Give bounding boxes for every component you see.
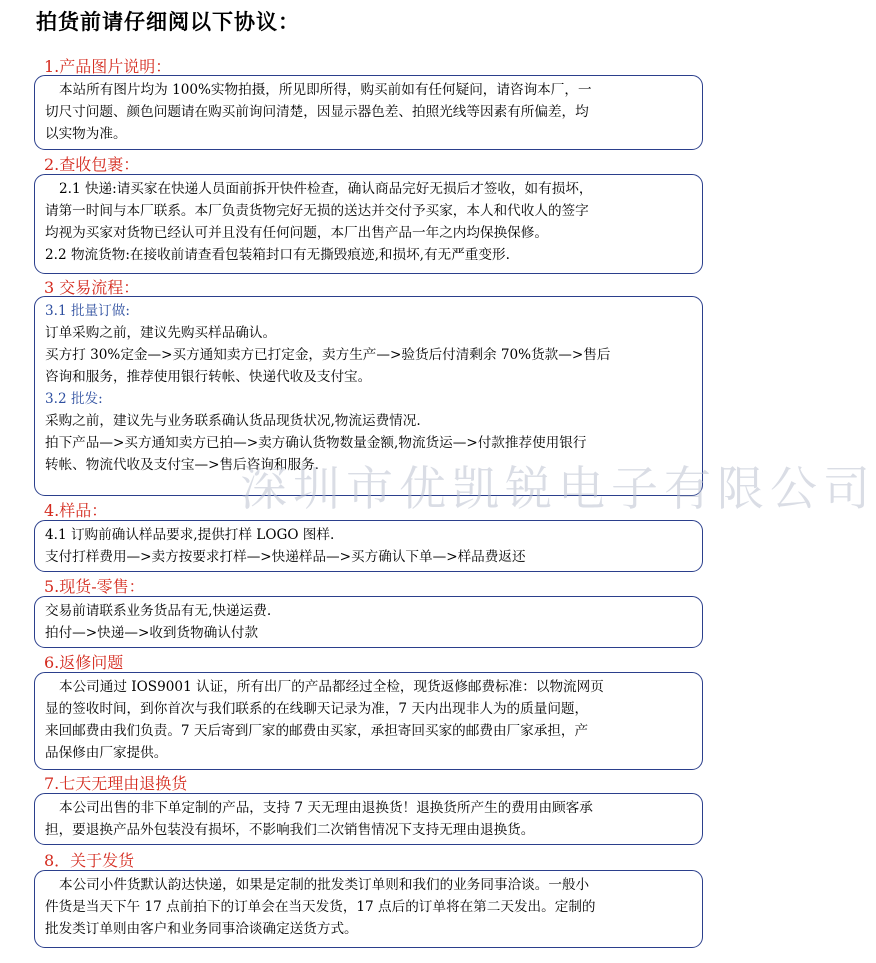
text-line: 请第一时间与本厂联系。本厂负责货物完好无损的送达并交付予买家，本人和代收人的签字 — [45, 203, 589, 219]
text-line: 支付打样费用—>卖方按要求打样—>快递样品—>买方确认下单—>样品费返还 — [45, 549, 526, 565]
section-heading-5: 5.现货-零售： — [44, 577, 145, 596]
text-line: 本站所有图片均为 100%实物拍摄，所见即所得，购买前如有任何疑问，请咨询本厂，一 — [59, 82, 592, 98]
text-line: 转帐、物流代收及支付宝—>售后咨询和服务. — [45, 457, 319, 473]
text-line: 本公司小件货默认韵达快递，如果是定制的批发类订单则和我们的业务同事洽谈。一般小 — [59, 877, 590, 893]
section-heading-3: 3 交易流程： — [44, 278, 140, 297]
section-heading-6: 6.返修问题 — [44, 653, 124, 672]
text-line: 批发类订单则由客户和业务同事洽谈确定送货方式。 — [45, 921, 358, 937]
section-box-4 — [34, 520, 703, 572]
text-line: 担，要退换产品外包装没有损坏，不影响我们二次销售情况下支持无理由退换货。 — [45, 822, 535, 838]
text-line: 2.2 物流货物:在接收前请查看包装箱封口有无撕毁痕迹,和损坏,有无严重变形. — [45, 247, 510, 263]
section-box-7 — [34, 793, 703, 845]
section-heading-2: 2.查收包裹： — [44, 155, 140, 174]
section-box-6 — [34, 672, 703, 770]
section-heading-1: 1.产品图片说明： — [44, 57, 172, 76]
section-heading-8: 8．关于发货 — [44, 851, 135, 870]
text-line: 交易前请联系业务货品有无,快递运费. — [45, 603, 272, 619]
company-watermark: 深圳市优凯锐电子有限公司 — [240, 462, 876, 517]
section-heading-7: 7.七天无理由退换货 — [44, 774, 188, 793]
page-title: 拍货前请仔细阅以下协议： — [36, 10, 300, 34]
subheading-bulk-order: 3.1 批量订做: — [45, 303, 130, 319]
text-line: 拍付—>快递—>收到货物确认付款 — [45, 625, 259, 641]
text-line: 件货是当天下午 17 点前拍下的订单会在当天发货，17 点后的订单将在第二天发出。定制的 — [45, 899, 596, 915]
text-line: 咨询和服务，推荐使用银行转帐、快递代收及支付宝。 — [45, 369, 372, 385]
section-box-8 — [34, 870, 703, 948]
text-line: 以实物为准。 — [45, 126, 127, 142]
text-line: 本公司出售的非下单定制的产品，支持 7 天无理由退换货！退换货所产生的费用由顾客承 — [59, 800, 593, 816]
subheading-wholesale: 3.2 批发: — [45, 391, 103, 407]
section-box-2 — [34, 174, 703, 274]
section-box-5 — [34, 596, 703, 648]
section-box-1 — [34, 75, 703, 150]
text-line: 来回邮费由我们负责。7 天后寄到厂家的邮费由买家，承担寄回买家的邮费由厂家承担，产 — [45, 723, 589, 739]
text-line: 本公司通过 IOS9001 认证，所有出厂的产品都经过全检，现货返修邮费标准：以物流网页 — [59, 679, 604, 695]
text-line: 订单采购之前，建议先购买样品确认。 — [45, 325, 277, 341]
text-line: 品保修由厂家提供。 — [45, 745, 168, 761]
text-line: 4.1 订购前确认样品要求,提供打样 LOGO 图样. — [45, 527, 335, 543]
text-line: 2.1 快递:请买家在快递人员面前拆开快件检查，确认商品完好无损后才签收，如有损坏， — [59, 181, 593, 197]
text-line: 买方打 30%定金—>买方通知卖方已打定金，卖方生产—>验货后付清剩余 70%货款—>售后 — [45, 347, 611, 363]
text-line: 拍下产品—>买方通知卖方已拍—>卖方确认货物数量金额,物流货运—>付款推荐使用银行 — [45, 435, 587, 451]
text-line: 采购之前，建议先与业务联系确认货品现货状况,物流运费情况. — [45, 413, 421, 429]
text-line: 切尺寸问题、颜色问题请在购买前询问清楚，因显示器色差、拍照光线等因素有所偏差，均 — [45, 104, 589, 120]
text-line: 均视为买家对货物已经认可并且没有任何问题，本厂出售产品一年之内均保换保修。 — [45, 225, 548, 241]
section-heading-4: 4.样品： — [44, 501, 108, 520]
text-line: 显的签收时间，到你首次与我们联系的在线聊天记录为准，7 天内出现非人为的质量问题， — [45, 701, 589, 717]
